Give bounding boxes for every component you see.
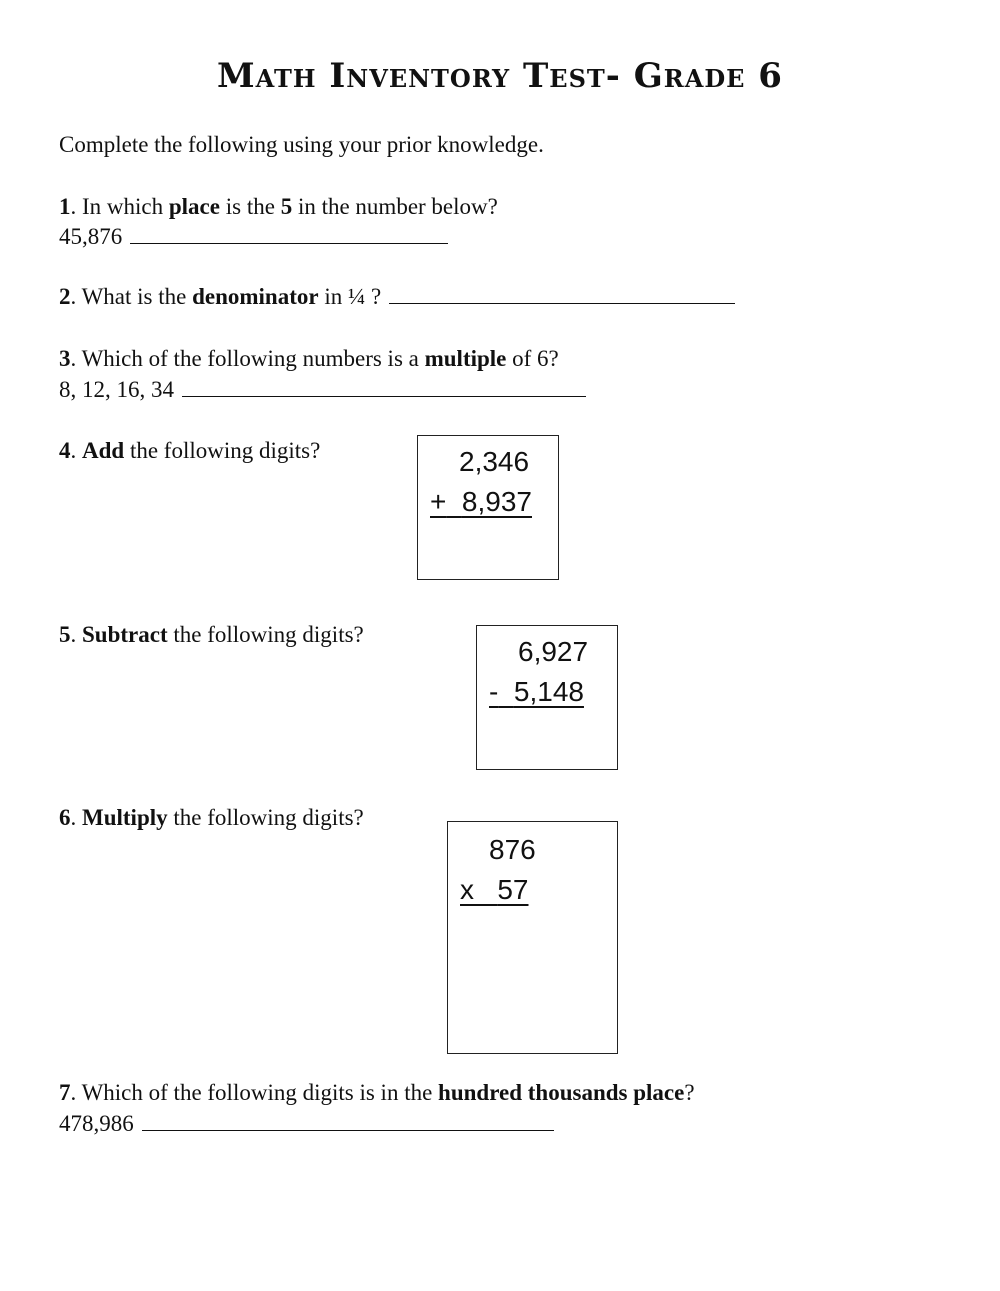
addition-top-number: 2,346 (459, 446, 530, 477)
question-2-prompt (59, 282, 735, 312)
page-title: Math Inventory Test- Grade 6 (217, 56, 783, 96)
question-text: of 6? (506, 346, 559, 371)
addition-bottom-row (430, 482, 532, 522)
question-3-answer-blank[interactable] (182, 376, 586, 397)
question-7-answer-line (59, 1109, 554, 1139)
question-1-value: 45,876 (59, 224, 123, 249)
question-5-prompt (59, 620, 364, 650)
addition-work-box[interactable] (417, 435, 559, 580)
subtraction-work-box[interactable] (476, 625, 618, 770)
instructions: Complete the following using your prior knowledge. (59, 132, 544, 157)
question-4-prompt (59, 436, 320, 466)
multiplication-work-box[interactable] (447, 821, 618, 1054)
question-keyword: multiple (424, 346, 507, 371)
question-keyword: Add (82, 438, 125, 463)
question-text: . What is the (70, 284, 193, 309)
question-keyword: 5 (280, 194, 293, 219)
question-3-answer-line (59, 375, 586, 405)
question-text: in the number below? (292, 194, 498, 219)
question-number: 4 (59, 438, 71, 463)
question-keyword: hundred thousands place (438, 1080, 685, 1105)
question-text: . (70, 805, 82, 830)
question-7-answer-blank[interactable] (142, 1110, 554, 1131)
question-keyword: Multiply (82, 805, 168, 830)
plus-operator: + (430, 486, 447, 517)
question-number: 7 (59, 1080, 71, 1105)
question-text: . In which (70, 194, 169, 219)
subtraction-bottom-row (489, 672, 584, 712)
question-text: . (70, 438, 82, 463)
question-1-answer-line (59, 222, 448, 252)
multiplication-bottom-row (460, 870, 529, 910)
question-keyword: Subtract (82, 622, 168, 647)
question-text: . Which of the following digits is in the (70, 1080, 439, 1105)
question-text: ? (684, 1080, 695, 1105)
multiplication-bottom-number: 57 (497, 874, 529, 905)
question-3-prompt (59, 344, 559, 374)
question-text: is the (219, 194, 281, 219)
question-number: 1 (59, 194, 71, 219)
question-1-answer-blank[interactable] (130, 223, 448, 244)
question-3-options: 8, 12, 16, 34 (59, 377, 174, 402)
addition-bottom-number: 8,937 (461, 486, 532, 517)
question-number: 2 (59, 284, 71, 309)
question-number: 3 (59, 346, 71, 371)
question-text: . Which of the following numbers is a (70, 346, 425, 371)
question-6-prompt (59, 803, 364, 833)
question-text: the following digits? (124, 438, 321, 463)
question-number: 6 (59, 805, 71, 830)
question-2-answer-blank[interactable] (389, 283, 735, 304)
minus-operator: - (489, 676, 499, 707)
subtraction-top-number: 6,927 (518, 636, 589, 667)
question-keyword: place (168, 194, 220, 219)
question-7-prompt (59, 1078, 695, 1108)
question-1-prompt (59, 192, 498, 222)
multiplication-top-number: 876 (489, 834, 536, 865)
question-keyword: denominator (192, 284, 319, 309)
question-text: the following digits? (167, 622, 364, 647)
times-operator: x (460, 874, 474, 905)
question-text: . (70, 622, 82, 647)
subtraction-bottom-number: 5,148 (513, 676, 584, 707)
question-text: the following digits? (167, 805, 364, 830)
question-7-value: 478,986 (59, 1111, 134, 1136)
question-number: 5 (59, 622, 71, 647)
question-text: in ¼ ? (318, 284, 382, 309)
